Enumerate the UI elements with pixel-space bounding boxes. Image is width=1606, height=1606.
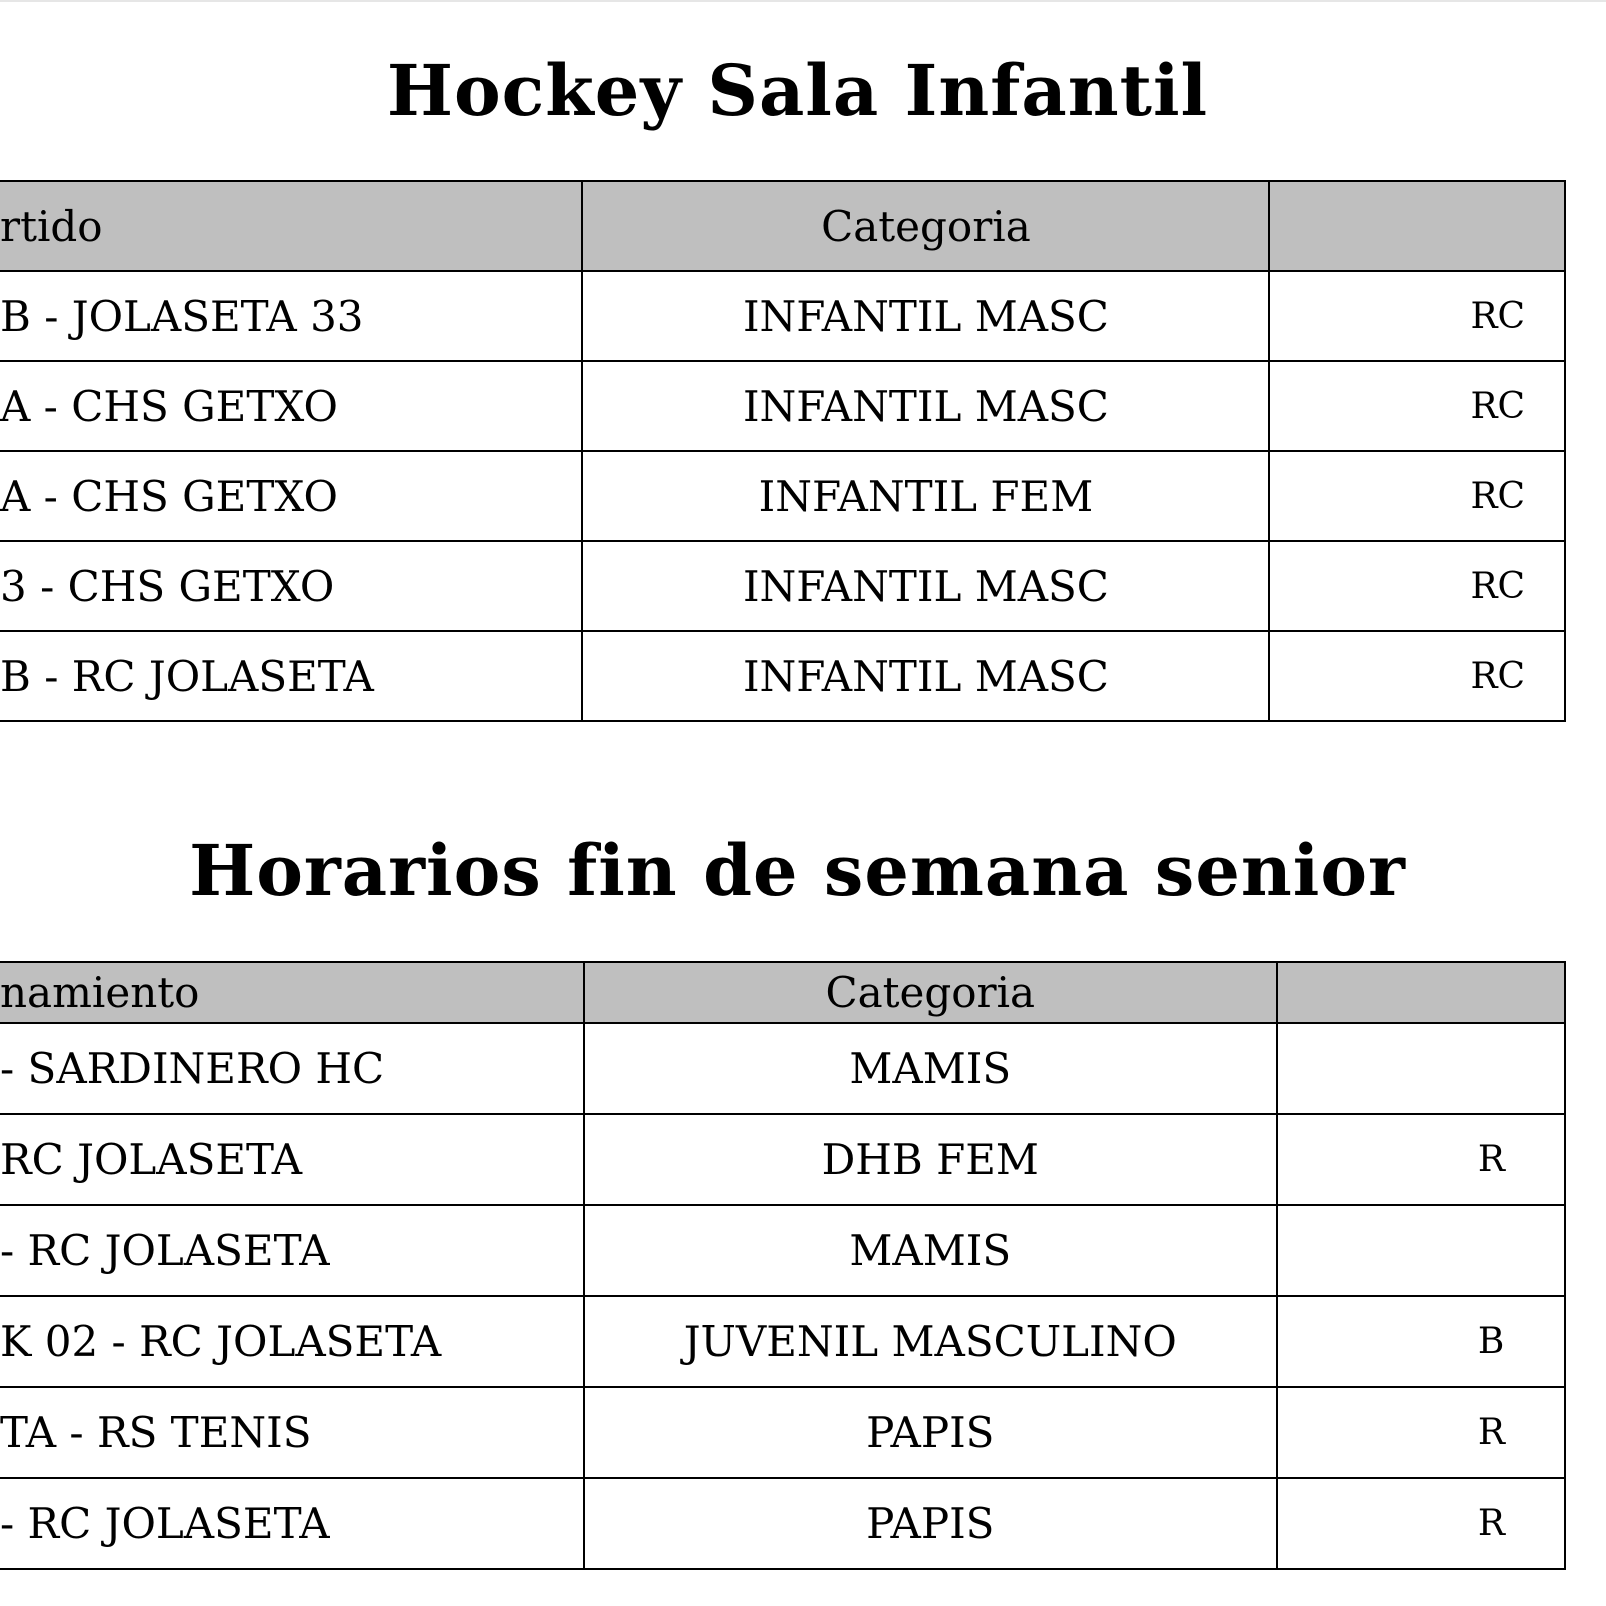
- cell-extra: [1277, 1023, 1565, 1114]
- top-rule: [0, 0, 1606, 2]
- cell-extra: RC: [1269, 541, 1565, 631]
- table-row: [0, 541, 1565, 631]
- cell-partido: K 02 - RC JOLASETA: [0, 1296, 584, 1387]
- cell-categoria: DHB FEM: [584, 1114, 1277, 1205]
- header-extra: [1277, 962, 1565, 1023]
- cell-extra: RC: [1269, 271, 1565, 361]
- cell-partido: B - RC JOLASETA: [0, 631, 582, 721]
- header-partido: rtido: [0, 181, 582, 271]
- cell-partido: - RC JOLASETA: [0, 1205, 584, 1296]
- section-title-horarios-senior: Horarios fin de semana senior: [189, 829, 1406, 912]
- cell-categoria: PAPIS: [584, 1387, 1277, 1478]
- cell-categoria: INFANTIL MASC: [582, 631, 1269, 721]
- cell-partido: - SARDINERO HC: [0, 1023, 584, 1114]
- cell-categoria: JUVENIL MASCULINO: [584, 1296, 1277, 1387]
- table-row: [0, 1114, 1565, 1205]
- cell-categoria: INFANTIL MASC: [582, 541, 1269, 631]
- table-row: [0, 1387, 1565, 1478]
- table-horarios-senior: [0, 961, 1566, 1570]
- table-row: [0, 361, 1565, 451]
- header-enfrentamiento: namiento: [0, 962, 584, 1023]
- cell-extra: R: [1277, 1387, 1565, 1478]
- table-row: [0, 1296, 1565, 1387]
- table-row: [0, 1205, 1565, 1296]
- cell-categoria: INFANTIL MASC: [582, 361, 1269, 451]
- table-row: [0, 631, 1565, 721]
- cell-extra: R: [1277, 1114, 1565, 1205]
- cell-partido: RC JOLASETA: [0, 1114, 584, 1205]
- table-hockey-sala-infantil: [0, 180, 1566, 722]
- cell-extra: [1277, 1205, 1565, 1296]
- table-row: [0, 1478, 1565, 1569]
- table-row: [0, 271, 1565, 361]
- cell-categoria: PAPIS: [584, 1478, 1277, 1569]
- cell-partido: B - JOLASETA 33: [0, 271, 582, 361]
- cell-partido: A - CHS GETXO: [0, 451, 582, 541]
- cell-extra: B: [1277, 1296, 1565, 1387]
- section-title-hockey-sala: Hockey Sala Infantil: [386, 49, 1209, 132]
- header-categoria: Categoria: [584, 962, 1277, 1023]
- header-categoria: Categoria: [582, 181, 1269, 271]
- header-extra: [1269, 181, 1565, 271]
- table-header-row: [0, 181, 1565, 271]
- cell-categoria: INFANTIL FEM: [582, 451, 1269, 541]
- cell-partido: 3 - CHS GETXO: [0, 541, 582, 631]
- table-header-row: [0, 962, 1565, 1023]
- cell-partido: - RC JOLASETA: [0, 1478, 584, 1569]
- table-row: [0, 451, 1565, 541]
- cell-categoria: MAMIS: [584, 1023, 1277, 1114]
- table-row: [0, 1023, 1565, 1114]
- cell-extra: R: [1277, 1478, 1565, 1569]
- cell-extra: RC: [1269, 631, 1565, 721]
- cell-extra: RC: [1269, 451, 1565, 541]
- cell-categoria: INFANTIL MASC: [582, 271, 1269, 361]
- cell-partido: TA - RS TENIS: [0, 1387, 584, 1478]
- cell-extra: RC: [1269, 361, 1565, 451]
- cell-categoria: MAMIS: [584, 1205, 1277, 1296]
- cell-partido: A - CHS GETXO: [0, 361, 582, 451]
